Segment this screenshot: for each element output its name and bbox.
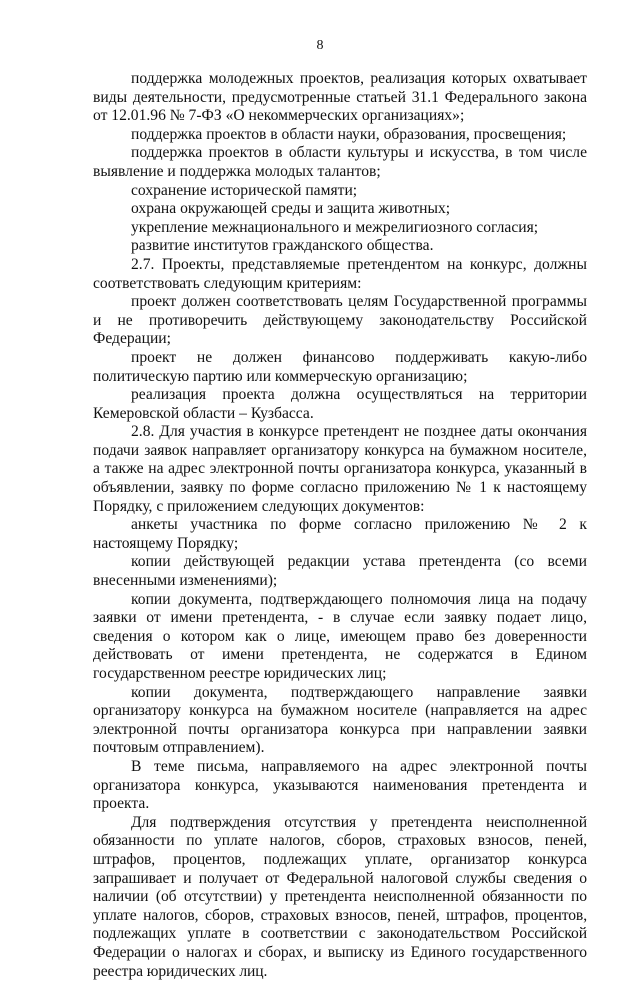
paragraph-authority-document: копии документа, подтверждающего полномочия лица на подачу заявки от имени претендента, - в случае если заявку подает лицо, сведения о котором как о лице, имеющем право без доверенности действовать от имени претендента, не содержатся в Едином государственном реестре юридических лиц; — [93, 590, 587, 682]
paragraph-email-subject: В теме письма, направляемого на адрес электронной почты организатора конкурса, указываются наименования претендента и проекта. — [93, 757, 587, 813]
paragraph-charter-copy: копии действующей редакции устава претендента (со всеми внесенными изменениями); — [93, 553, 587, 590]
paragraph-historical-memory: сохранение исторической памяти; — [131, 181, 358, 199]
paragraph-paper-submission-proof: копии документа, подтверждающего направление заявки организатору конкурса на бумажном носителе (направляется на адрес электронной почты организатора конкурса при направлении заявки почтовым отправлением). — [93, 683, 587, 757]
paragraph-youth-projects: поддержка молодежных проектов, реализация которых охватывает виды деятельности, предусмотренные статьей 31.1 Федерального закона от 12.01.96 № 7-ФЗ «О некоммерческих организациях»; — [93, 70, 587, 125]
paragraph-participant-form: анкеты участника по форме согласно приложению № 2 к настоящему Порядку; — [93, 516, 587, 552]
paragraph-2-7-criteria: 2.7. Проекты, представляемые претендентом на конкурс, должны соответствовать следующим критериям: — [93, 255, 587, 292]
paragraph-interethnic-harmony: укрепление межнационального и межрелигиозного согласия; — [131, 218, 539, 236]
paragraph-territory: реализация проекта должна осуществляться на территории Кемеровской области – Кузбасса. — [93, 386, 587, 422]
paragraph-culture-art: поддержка проектов в области культуры и искусства, в том числе выявление и поддержка молодых талантов; — [93, 144, 587, 180]
paragraph-no-political-funding: проект не должен финансово поддерживать какую-либо политическую партию или коммерческую организацию; — [93, 348, 587, 385]
paragraph-science-education: поддержка проектов в области науки, образования, просвещения; — [131, 125, 567, 143]
paragraph-civil-society: развитие институтов гражданского общества. — [131, 237, 434, 255]
paragraph-program-goals: проект должен соответствовать целям Государственной программы и не противоречить действующему законодательству Российской Федерации; — [93, 293, 587, 348]
paragraph-2-8-application: 2.8. Для участия в конкурсе претендент не позднее даты окончания подачи заявок направляет организатору конкурса на бумажном носителе, а также на адрес электронной почты организатора конкурса, указанный в объявлении, заявку по форме согласно приложению № 1 к настоящему Порядку, с приложением следующих документов: — [93, 423, 587, 515]
page-number: 8 — [316, 38, 324, 53]
paragraph-environment: охрана окружающей среды и защита животных; — [131, 200, 451, 218]
document-body — [93, 70, 587, 981]
paragraph-tax-verification: Для подтверждения отсутствия у претендента неисполненной обязанности по уплате налогов, сборов, страховых взносов, пеней, штрафов, процентов, подлежащих уплате, организатор конкурса запрашивает и получает от Федеральной налоговой службы сведения о наличии (об отсутствии) у претендента неисполненной обязанности по уплате налогов, сборов, страховых взносов, пеней, штрафов, процентов, подлежащих уплате в соответствии с законодательством Российской Федерации о налогах и сборах, и выписку из Единого государственного реестра юридических лиц. — [93, 813, 587, 980]
